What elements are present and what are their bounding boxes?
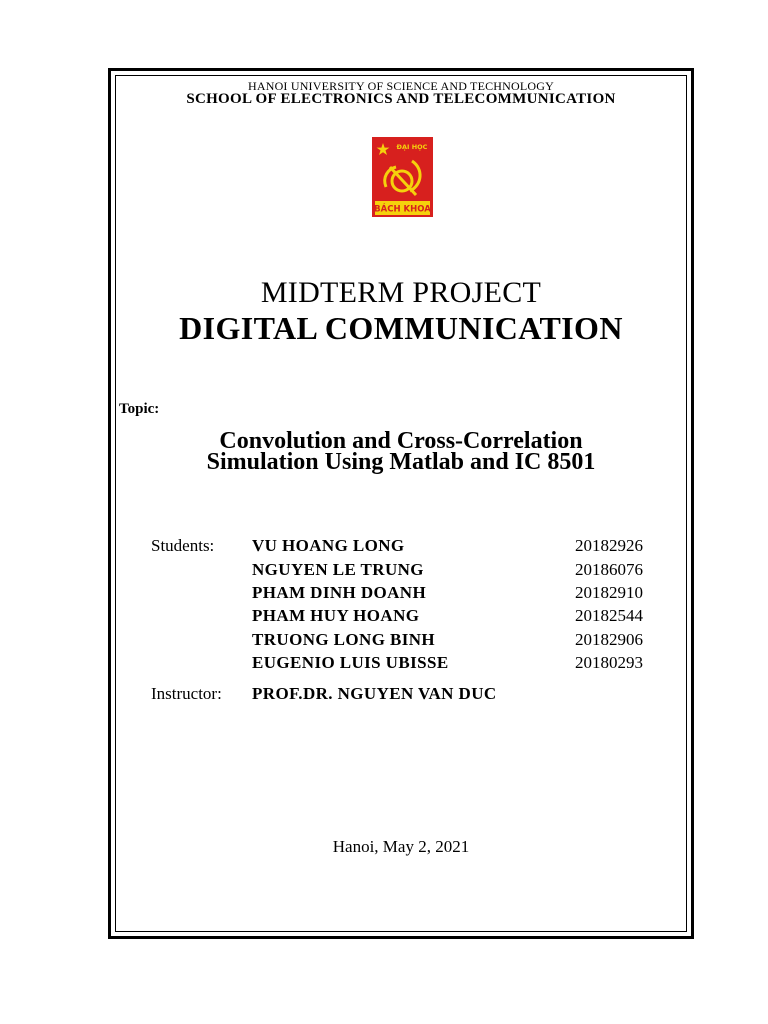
place-date: Hanoi, May 2, 2021 xyxy=(332,837,470,856)
course-title: DIGITAL COMMUNICATION xyxy=(179,310,623,346)
logo-text-bottom: BÁCH KHOA xyxy=(374,204,431,215)
student-id: 20182910 xyxy=(575,583,643,602)
student-name: TRUONG LONG BINH xyxy=(252,630,436,649)
student-id: 20182906 xyxy=(575,630,643,649)
students-label: Students: xyxy=(151,536,215,555)
student-id: 20182544 xyxy=(575,606,643,625)
topic-title-line-1: Convolution and Cross-Correlation xyxy=(219,428,583,454)
topic-title-line-2: Simulation Using Matlab and IC 8501 xyxy=(206,449,596,475)
student-id: 20186076 xyxy=(575,560,643,579)
student-id: 20182926 xyxy=(575,536,643,555)
student-name: PHAM DINH DOANH xyxy=(252,583,427,602)
student-name: PHAM HUY HOANG xyxy=(252,606,420,625)
university-name: HANOI UNIVERSITY OF SCIENCE AND TECHNOLOGY xyxy=(247,79,555,93)
project-title: MIDTERM PROJECT xyxy=(260,276,542,309)
topic-label: Topic: xyxy=(119,401,160,417)
student-id: 20180293 xyxy=(575,653,643,672)
student-name: VU HOANG LONG xyxy=(252,536,405,555)
university-logo xyxy=(372,137,433,217)
school-name: SCHOOL OF ELECTRONICS AND TELECOMMUNICATION xyxy=(186,91,616,107)
instructor-name: PROF.DR. NGUYEN VAN DUC xyxy=(252,684,497,703)
logo-text-top: ĐẠI HỌC xyxy=(396,143,428,151)
student-name: EUGENIO LUIS UBISSE xyxy=(252,653,449,672)
student-name: NGUYEN LE TRUNG xyxy=(252,560,424,579)
instructor-label: Instructor: xyxy=(151,684,222,703)
